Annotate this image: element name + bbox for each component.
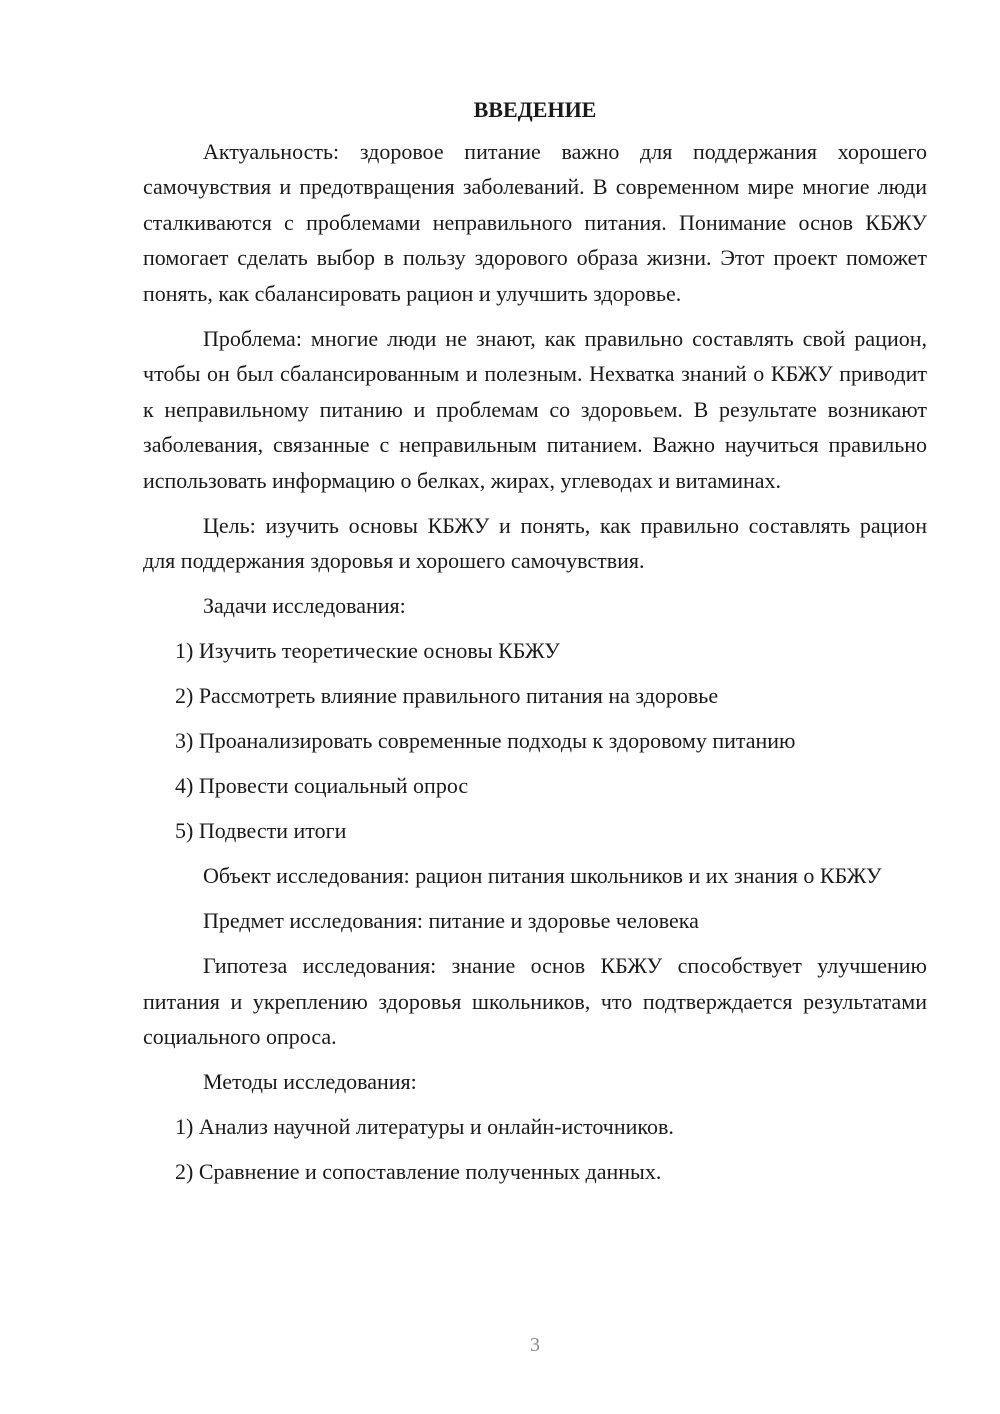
methods-heading: Методы исследования: [203,1069,417,1094]
object-paragraph: Объект исследования: рацион питания школьников и их знания о КБЖУ [203,863,882,888]
method-item: 2) Сравнение и сопоставление полученных данных. [175,1159,662,1184]
section-title: ВВЕДЕНИЕ [473,97,597,122]
task-item: 1) Изучить теоретические основы КБЖУ [175,638,560,663]
methods-list [143,1109,927,1190]
hypothesis-paragraph: Гипотеза исследования: знание основ КБЖУ способствует улучшению питания и укреплению здоровья школьников, что подтверждается результатами социального опроса. [143,953,927,1049]
task-item: 3) Проанализировать современные подходы к здоровому питанию [175,728,796,753]
task-item: 4) Провести социальный опрос [175,773,469,798]
subject-paragraph: Предмет исследования: питание и здоровье человека [203,908,699,933]
tasks-heading: Задачи исследования: [203,593,406,618]
tasks-list [143,633,927,849]
goal-paragraph: Цель: изучить основы КБЖУ и понять, как правильно составлять рацион для поддержания здоровья и хорошего самочувствия. [143,512,927,573]
problem-paragraph: Проблема: многие люди не знают, как правильно составлять свой рацион, чтобы он был сбалансированным и полезным. Нехватка знаний о КБЖУ приводит к неправильному питанию и проблемам со здоровьем. В результате возникают заболевания, связанные с неправильным питанием. Важно научиться правильно использовать информацию о белках, жирах, углеводах и витаминах. [143,325,927,493]
page-content [143,92,927,1199]
task-item: 5) Подвести итоги [175,818,347,843]
method-item: 1) Анализ научной литературы и онлайн-источников. [175,1114,674,1139]
task-item: 2) Рассмотреть влияние правильного питания на здоровье [175,683,719,708]
relevance-paragraph: Актуальность: здоровое питание важно для поддержания хорошего самочувствия и предотвращения заболеваний. В современном мире многие люди сталкиваются с проблемами неправильного питания. Понимание основ КБЖУ помогает сделать выбор в пользу здорового образа жизни. Этот проект поможет понять, как сбалансировать рацион и улучшить здоровье. [143,138,927,306]
page-number: 3 [530,1334,540,1356]
